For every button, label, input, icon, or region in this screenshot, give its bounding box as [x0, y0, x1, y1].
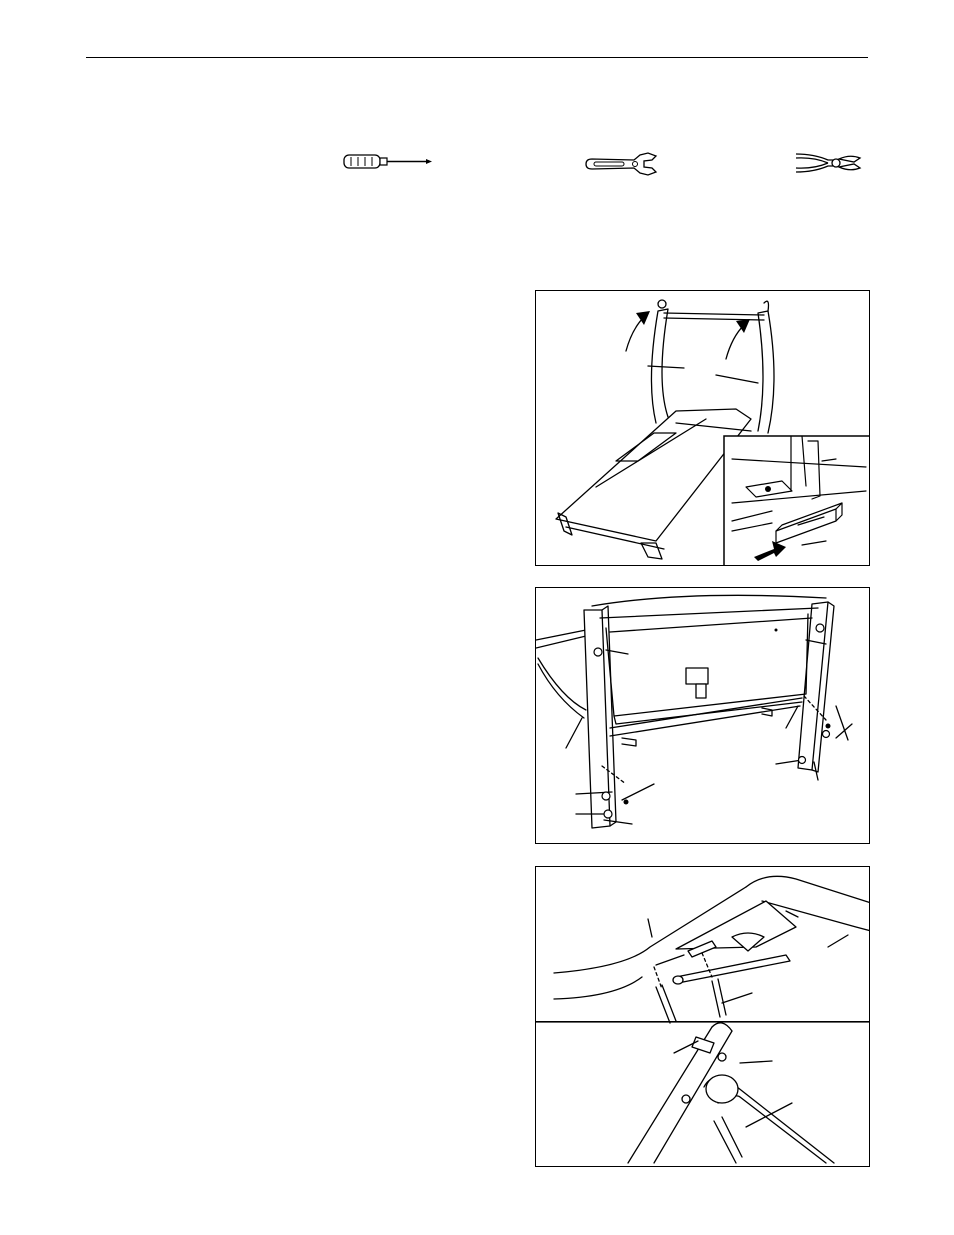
header-rule: [86, 57, 868, 58]
figure-1-drawing: [536, 291, 870, 566]
screwdriver-icon: [342, 151, 434, 173]
adjustable-wrench-icon: [582, 151, 664, 177]
figure-3: [535, 866, 870, 1167]
pliers-icon: [794, 148, 864, 178]
figure-1: [535, 290, 870, 566]
figure-3-drawing: [536, 867, 870, 1167]
figure-2-drawing: [536, 588, 870, 844]
figure-2: [535, 587, 870, 844]
